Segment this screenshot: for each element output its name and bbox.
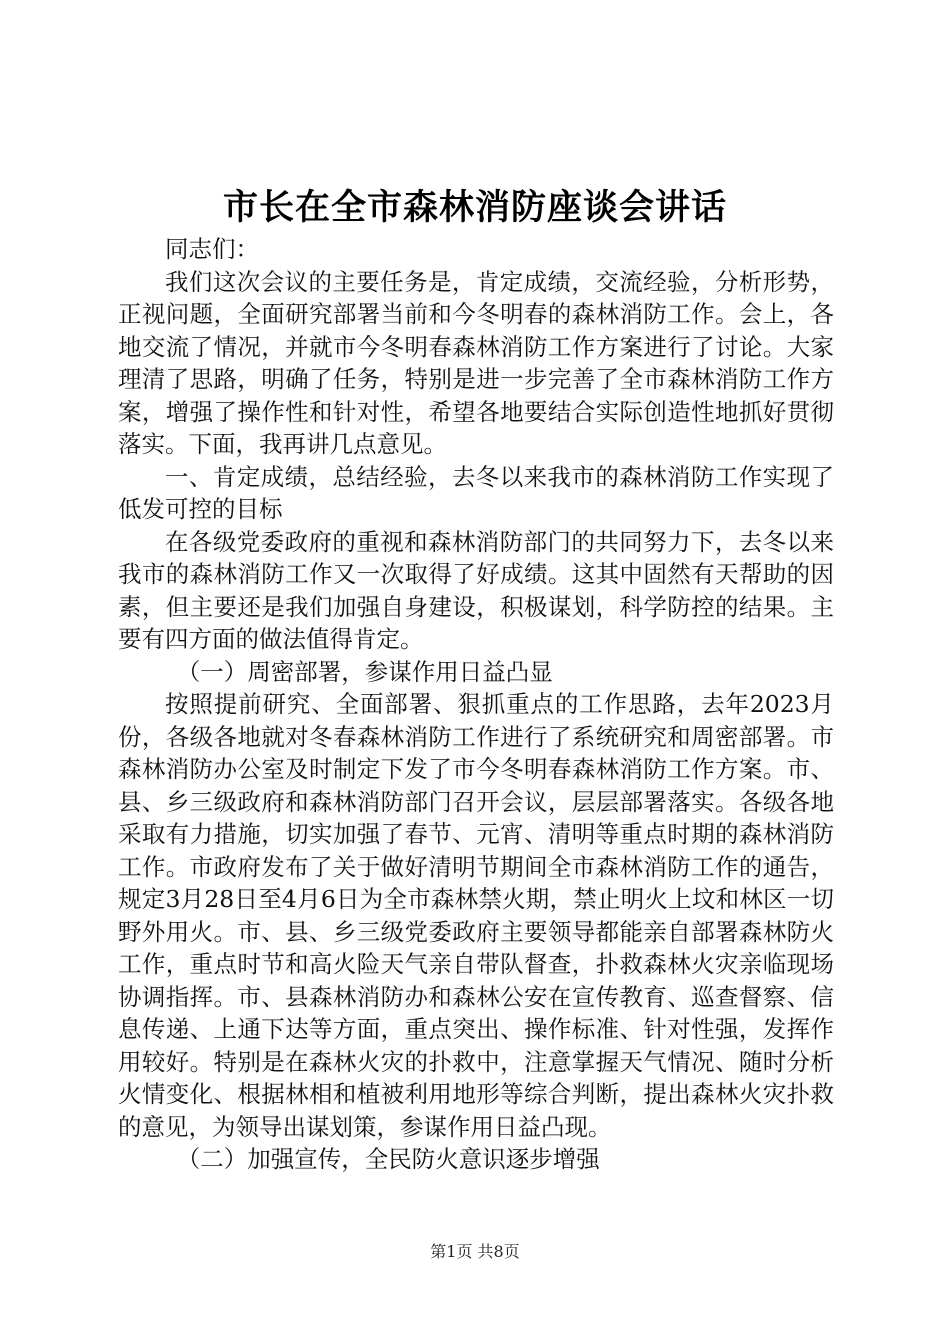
paragraph-deployment: 按照提前研究、全面部署、狠抓重点的工作思路，去年2023月份，各级各地就对冬春森林消防工作进行了系统研究和周密部署。市森林消防办公室及时制定下发了市今冬明春森林消防工作方案。市、县、乡三级政府和森林消防部门召开会议，层层部署落实。各级各地采取有力措施，切实加强了春节、元宵、清明等重点时期的森林消防工作。市政府发布了关于做好清明节期间全市森林消防工作的通告，规定3月28日至4月6日为全市森林禁火期，禁止明火上坟和林区一切野外用火。市、县、乡三级党委政府主要领导都能亲自部署森林防火工作，重点时节和高火险天气亲自带队督查，扑救森林火灾亲临现场协调指挥。市、县森林消防办和森林公安在宣传教育、巡查督察、信息传递、上通下达等方面，重点突出、操作标准、针对性强，发挥作用较好。特别是在森林火灾的扑救中，注意掌握天气情况、随时分析火情变化、根据林相和植被利用地形等综合判断，提出森林火灾扑救的意见，为领导出谋划策，参谋作用日益凸现。 <box>118 690 834 1141</box>
document-body <box>118 233 834 1176</box>
subsection-heading-2: （二）加强宣传，全民防火意识逐步增强 <box>176 1145 600 1173</box>
paragraph-achievements: 在各级党委政府的重视和森林消防部门的共同努力下，去冬以来我市的森林消防工作又一次取得了好成绩。这其中固然有天帮助的因素，但主要还是我们加强自身建设，积极谋划，科学防控的结果。主要有四方面的做法值得肯定。 <box>118 527 834 653</box>
page-title: 市长在全市森林消防座谈会讲话 <box>222 187 727 228</box>
section-heading-1: 一、肯定成绩，总结经验，去冬以来我市的森林消防工作实现了低发可控的目标 <box>118 462 834 523</box>
page-footer: 第1页 共8页 <box>430 1242 520 1261</box>
paragraph-intro: 我们这次会议的主要任务是，肯定成绩，交流经验，分析形势，正视问题，全面研究部署当前和今冬明春的森林消防工作。会上，各地交流了情况，并就市今冬明春森林消防工作方案进行了讨论。大家理清了思路，明确了任务，特别是进一步完善了全市森林消防工作方案，增强了操作性和针对性，希望各地要结合实际创造性地抓好贯彻落实。下面，我再讲几点意见。 <box>118 267 834 458</box>
salutation: 同志们： <box>165 235 259 263</box>
subsection-heading-1: （一）周密部署，参谋作用日益凸显 <box>176 657 553 686</box>
